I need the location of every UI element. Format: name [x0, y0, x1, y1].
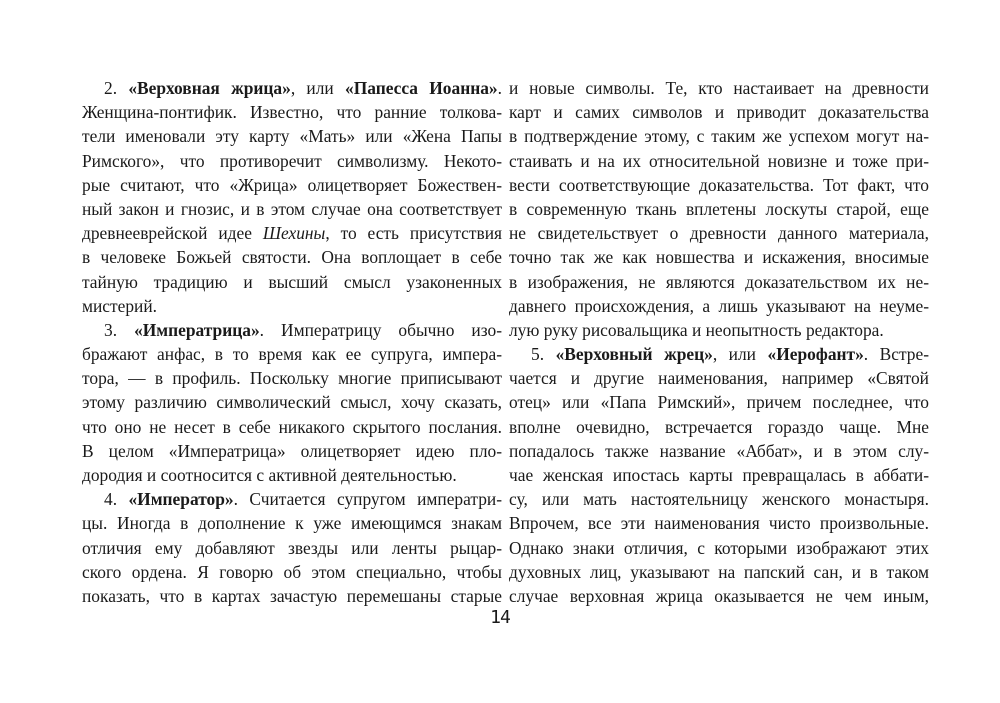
text-line: что оно не несет в себе никакого скрытого послания.	[82, 416, 502, 437]
text-line: лую руку рисовальщика и неопытность редактора.	[509, 319, 884, 340]
left-column	[82, 76, 502, 608]
text-line: В целом «Императрица» олицетворяет идею пло-	[82, 440, 502, 461]
text-line: древнееврейской идее Шехины, то есть присутствия	[82, 223, 502, 244]
text-line: чается и другие наименования, например «Святой	[509, 368, 929, 389]
paragraph-5-heading: 5. «Верховный жрец», или «Иерофант». Встре-	[531, 344, 929, 365]
text-line: дородия и соотносится с активной деятельностью.	[82, 465, 457, 485]
text-line: отличия ему добавляют звезды или ленты рыцар-	[82, 537, 502, 558]
text-line: отец» или «Папа Римский», причем последнее, что	[509, 392, 929, 413]
text-line: мистерий.	[82, 295, 158, 316]
text-line: бражают анфас, в то время как ее супруга, импера-	[82, 344, 502, 365]
text-line: стаивать и на их относительной новизне и тоже при-	[509, 150, 929, 171]
text-line: не свидетельствует о древности данного материала,	[509, 223, 929, 244]
right-column	[509, 76, 929, 608]
text-line: показать, что в картах зачастую перемешаны старые	[82, 585, 502, 606]
text-line: су, или мать настоятельницу женского монастыря.	[509, 489, 929, 510]
paragraph-4-heading: 4. «Император». Считается супругом императри-	[104, 489, 502, 510]
text-line: случае верховная жрица оказывается не чем иным,	[509, 585, 929, 606]
text-line: вполне очевидно, встречается гораздо чаще. Мне	[509, 416, 929, 437]
text-line: тайную традицию и высший смысл узаконенных	[82, 271, 502, 292]
text-line: цы. Иногда в дополнение к уже имеющимся знакам	[82, 513, 502, 534]
text-line: Женщина-понтифик. Известно, что ранние толкова-	[82, 102, 502, 123]
text-line: Впрочем, все эти наименования чисто произвольные.	[509, 513, 929, 534]
text-line: в подтверждение этому, с таким же успехом могут на-	[509, 126, 929, 147]
text-line: тора, — в профиль. Поскольку многие приписывают	[82, 368, 502, 389]
text-line: ный закон и гнозис, и в этом случае она соответствует	[82, 198, 502, 219]
text-line: этому различию символический смысл, хочу сказать,	[82, 392, 502, 413]
text-line: точно так же как новшества и искажения, вносимые	[509, 247, 929, 268]
text-line: в изображения, не являются доказательством их не-	[509, 271, 929, 292]
text-line: карт и самих символов и приводит доказательства	[509, 102, 929, 123]
text-line: Однако знаки отличия, с которыми изображают этих	[509, 537, 929, 558]
text-line: Римского», что противоречит символизму. Некото-	[82, 150, 502, 171]
paragraph-3-heading: 3. «Императрица». Императрицу обычно изо-	[104, 319, 502, 340]
text-line: духовных лиц, указывают на папский сан, и в таком	[509, 561, 929, 582]
text-line: в человеке Божьей святости. Она воплощает в себе	[82, 247, 502, 268]
paragraph-2-heading: 2. «Верховная жрица», или «Папесса Иоанна».	[104, 78, 502, 98]
text-line: попадалось также название «Аббат», и в этом слу-	[509, 440, 929, 461]
page-number: 14	[490, 607, 510, 628]
text-line: ского ордена. Я говорю об этом специально, чтобы	[82, 561, 502, 582]
text-line: тели именовали эту карту «Мать» или «Жена Папы	[82, 126, 502, 147]
text-line: чае женская ипостась карты превращалась в аббати-	[509, 465, 929, 485]
text-line: давнего происхождения, а лишь указывают на неуме-	[509, 295, 929, 316]
text-line: и новые символы. Те, кто настаивает на древности	[509, 78, 929, 98]
text-line: в современную ткань вплетены лоскуты старой, еще	[509, 198, 929, 219]
text-line: рые считают, что «Жрица» олицетворяет Божествен-	[82, 174, 502, 195]
text-line: вести соответствующие доказательства. Тот факт, что	[509, 174, 929, 195]
